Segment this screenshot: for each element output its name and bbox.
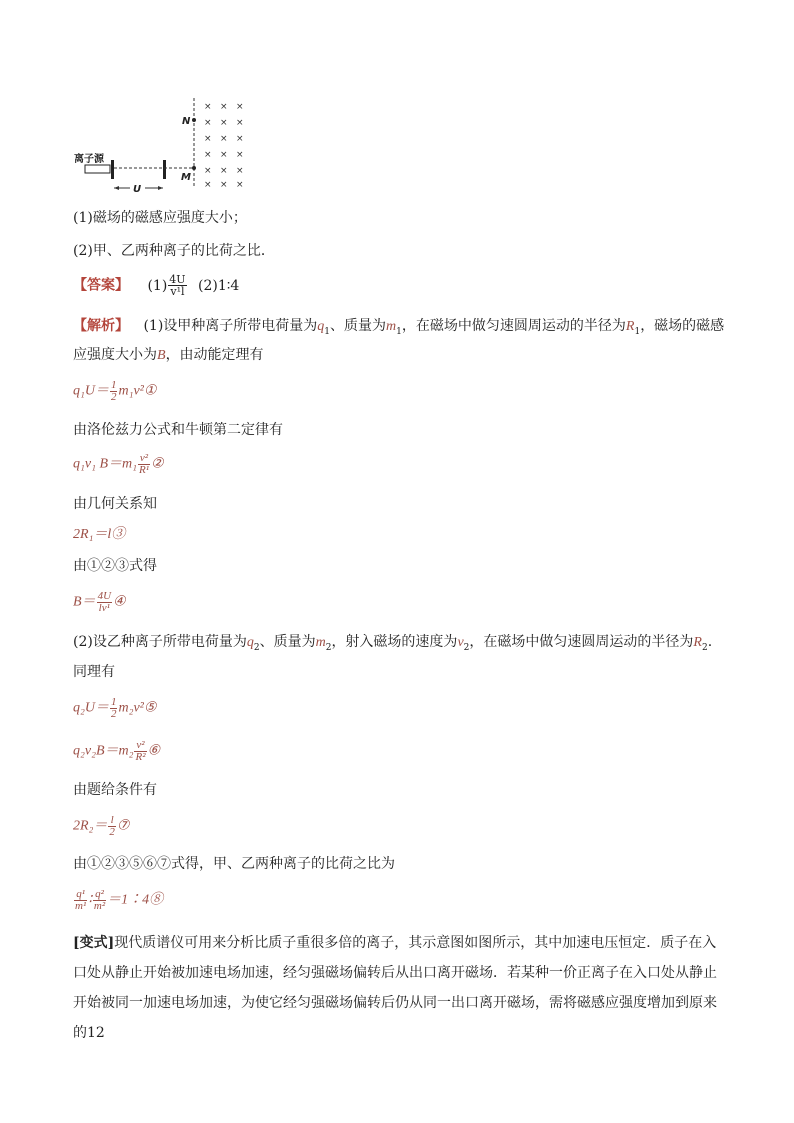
mass-spectrometer-figure: [70, 96, 260, 200]
text-lorentz: 由洛伦兹力公式和牛顿第二定律有: [73, 422, 283, 438]
question-2: (2)甲、乙两种离子的比荷之比．: [73, 243, 275, 259]
field-cross-5-1: ×: [220, 180, 228, 190]
variant-paragraph: [73, 928, 723, 1048]
field-cross-0-1: ×: [220, 102, 228, 112]
label-U: U: [133, 184, 142, 195]
field-cross-0-0: ×: [204, 102, 212, 112]
field-cross-3-2: ×: [236, 150, 244, 160]
question-1: (1)磁场的磁感应强度大小；: [73, 210, 247, 226]
magnetic-field-crosses: [204, 102, 244, 190]
text-same: 同理有: [73, 664, 115, 680]
equation-6: q₂v₂B＝m₂ $\frac{\text{v²}}{\text{R²}}$ ⑥: [73, 739, 161, 763]
label-M: M: [181, 172, 191, 183]
text-from-123: 由①②③式得: [73, 558, 157, 574]
plate-left: [111, 160, 114, 179]
analysis-intro-line2: 应强度大小为B，由动能定理有: [73, 347, 264, 363]
field-cross-1-0: ×: [204, 118, 212, 128]
field-cross-4-1: ×: [220, 166, 228, 176]
analysis-intro-line1: 【解析】 (1)设甲种离子所带电荷量为$q_1$、质量为$m_1$，在磁场中做匀速圆周运动的半径为$R_1$，磁场的磁感: [73, 318, 725, 337]
analysis-part2-line1: (2)设乙种离子所带电荷量为$q_2$、质量为$m_2$，射入磁场的速度为$v_2$，在磁场中做匀速圆周运动的半径为$R_2$.: [73, 634, 713, 653]
field-cross-5-0: ×: [204, 180, 212, 190]
variant-text: 现代质谱仪可用来分析比质子重很多倍的离子，其示意图如图所示，其中加速电压恒定．质子在入口处从静止开始被加速电场加速，经匀强磁场偏转后从出口离开磁场．若某种一价正离子在入口处从静止开始被同一加速电场加速，为使它经匀强磁场偏转后仍从同一出口离开磁场，需将磁感应强度增加到原来的12: [73, 935, 717, 1041]
field-cross-1-2: ×: [236, 118, 244, 128]
field-cross-4-2: ×: [236, 166, 244, 176]
equation-4: B＝ $\frac{4U}{\text{lv¹}}$ ④: [73, 590, 126, 614]
equation-2: q₁v₁ B＝m₁ $\frac{\text{v²}}{\text{R¹}}$ ②: [73, 452, 164, 476]
analysis-tag: 【解析】: [73, 318, 129, 334]
answer-line: [73, 274, 239, 297]
field-cross-2-2: ×: [236, 134, 244, 144]
equation-3: 2R₁＝l③: [73, 527, 126, 542]
field-cross-3-1: ×: [220, 150, 228, 160]
field-cross-5-2: ×: [236, 180, 244, 190]
equation-8: $\frac{\text{q¹}}{\text{m¹}}$ ∶ $\frac{\text{q²}}{\text{m²}}$ ＝1∶4⑧: [75, 888, 164, 912]
variant-tag: [变式]: [73, 935, 115, 951]
ion-source-label: 离子源: [74, 154, 104, 165]
field-cross-3-0: ×: [204, 150, 212, 160]
text-geometry: 由几何关系知: [73, 496, 157, 512]
answer-tag: 【答案】: [73, 277, 129, 294]
text-final: 由①②③⑤⑥⑦式得，甲、乙两种离子的比荷之比为: [73, 856, 395, 872]
answer-part1-prefix: (1): [147, 277, 168, 294]
answer-part2: (2)1∶4: [198, 277, 240, 294]
equation-5: q₂U＝ $\frac{1}{2}$ m₂v²⑤: [73, 696, 157, 720]
field-cross-0-2: ×: [236, 102, 244, 112]
equation-1: q₁U＝ $\frac{1}{2}$ m₁v²①: [73, 379, 157, 403]
field-cross-4-0: ×: [204, 166, 212, 176]
field-cross-1-1: ×: [220, 118, 228, 128]
ion-source-box: [85, 165, 110, 173]
field-cross-2-0: ×: [204, 134, 212, 144]
equation-7: 2R₂＝ $\frac{l}{2}$ ⑦: [73, 814, 130, 838]
field-cross-2-1: ×: [220, 134, 228, 144]
text-given: 由题给条件有: [73, 782, 157, 798]
point-N: [192, 118, 196, 122]
label-N: N: [182, 116, 191, 127]
plate-right: [163, 160, 166, 179]
answer-part1-fraction: $\frac{4U}{\text{v¹l}}$: [169, 273, 186, 298]
